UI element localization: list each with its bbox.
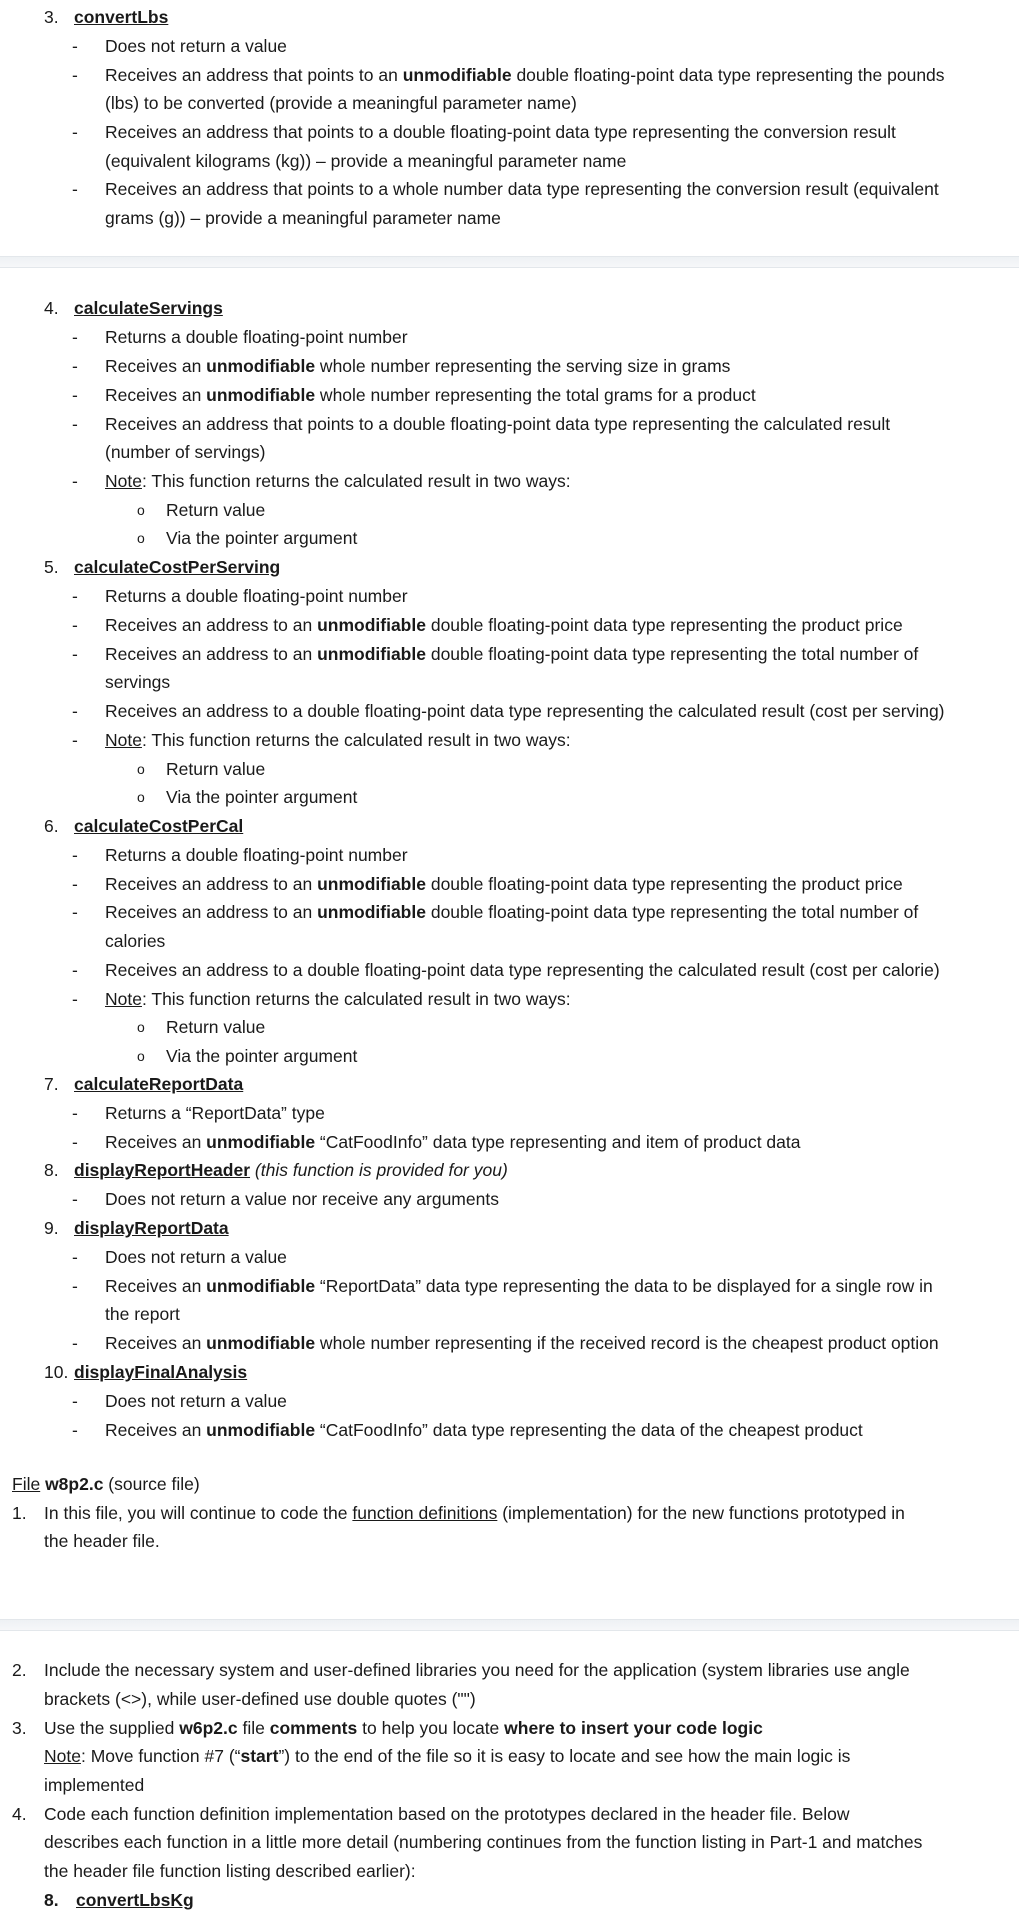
function-heading-calculatecostperserving — [44, 556, 280, 578]
text-span: Receives an — [105, 1276, 207, 1296]
list-item: Receives an address that points to a double floating-point data type representing the conversion result — [105, 122, 896, 142]
text-span: Receives an — [105, 1420, 207, 1440]
bold-text: unmodifiable — [206, 1132, 316, 1152]
list-item-continuation: (lbs) to be converted (provide a meaningful parameter name) — [105, 93, 577, 113]
list-item — [105, 873, 903, 895]
bold-text: w6p2.c — [179, 1718, 238, 1738]
text-span: file — [237, 1718, 270, 1738]
text-span: whole number representing if the received record is the cheapest product option — [315, 1333, 939, 1353]
list-item — [105, 1419, 863, 1441]
list-item: Receives an address that points to a whole number data type representing the conversion result (equivalent — [105, 179, 939, 199]
list-item: Returns a “ReportData” type — [105, 1103, 325, 1123]
text-span: Receives an address to an — [105, 615, 318, 635]
list-item-continuation: (number of servings) — [105, 442, 266, 462]
dash-bullet: - — [72, 414, 78, 434]
function-name: displayFinalAnalysis — [74, 1362, 248, 1382]
dash-bullet: - — [72, 1420, 78, 1440]
text-span: double floating-point data type representing the pounds — [511, 65, 945, 85]
list-item — [105, 643, 918, 665]
circle-bullet-icon: o — [137, 1048, 145, 1064]
bold-text: unmodifiable — [206, 1333, 316, 1353]
text-span: Receives an address to an — [105, 644, 318, 664]
numbered-item-3 — [12, 1717, 763, 1739]
item-number: 1. — [12, 1503, 27, 1523]
file-label: File — [12, 1474, 41, 1494]
list-item — [105, 355, 730, 377]
numbered-item-continuation: describes each function in a little more detail (numbering continues from the function listing in Part-1 and matches — [44, 1832, 923, 1852]
circle-bullet-icon: o — [137, 502, 145, 518]
function-heading-displayfinalanalysis — [44, 1361, 247, 1383]
list-item: Does not return a value — [105, 1391, 287, 1411]
numbered-item-1 — [12, 1502, 905, 1524]
numbered-item-continuation: the header file function listing described earlier): — [44, 1861, 416, 1881]
function-heading-calculatecostpercal — [44, 815, 243, 837]
text-span: Receives an — [105, 356, 207, 376]
list-item-continuation: grams (g)) – provide a meaningful parameter name — [105, 208, 501, 228]
text-span: ”) to the end of the file so it is easy to locate and see how the main logic is — [278, 1746, 851, 1766]
dash-bullet: - — [72, 471, 78, 491]
list-item: Does not return a value nor receive any arguments — [105, 1189, 499, 1209]
text-span: Receives an address to an — [105, 902, 318, 922]
heading-number: 9. — [44, 1218, 59, 1238]
function-heading-convertlbskg — [44, 1889, 194, 1911]
text-span: “CatFoodInfo” data type representing the data of the cheapest product — [315, 1420, 863, 1440]
text-span: : This function returns the calculated result in two ways: — [141, 471, 571, 491]
dash-bullet: - — [72, 327, 78, 347]
bold-text: comments — [269, 1718, 358, 1738]
list-item-continuation: servings — [105, 672, 171, 692]
text-span: Include the necessary system and user-defined libraries you need for the application (system libraries use angle — [44, 1660, 910, 1680]
dash-bullet: - — [72, 1103, 78, 1123]
text-span: : Move function #7 (“ — [80, 1746, 241, 1766]
numbered-item-continuation: brackets (<>), while user-defined use double quotes ("") — [44, 1689, 476, 1709]
sub-list-item: Via the pointer argument — [166, 528, 358, 548]
text-span: double floating-point data type representing the total number of — [425, 902, 919, 922]
function-name: convertLbs — [74, 7, 169, 27]
dash-bullet: - — [72, 1391, 78, 1411]
italic-note: (this function is provided for you) — [250, 1160, 508, 1180]
dash-bullet: - — [72, 65, 78, 85]
dash-bullet: - — [72, 385, 78, 405]
list-item-continuation: the report — [105, 1304, 180, 1324]
file-heading — [12, 1473, 200, 1495]
text-span: Receives an — [105, 385, 207, 405]
sub-list-item: Return value — [166, 1017, 266, 1037]
function-heading-convertlbs — [44, 6, 168, 28]
dash-bullet: - — [72, 356, 78, 376]
sub-list-item: Return value — [166, 500, 266, 520]
list-item: Receives an address that points to a double floating-point data type representing the calculated result — [105, 414, 891, 434]
circle-bullet-icon: o — [137, 1019, 145, 1035]
item-number: 4. — [12, 1804, 27, 1824]
underlined-text: function definitions — [352, 1503, 498, 1523]
function-name: calculateServings — [74, 298, 223, 318]
bold-text: unmodifiable — [206, 1276, 316, 1296]
function-heading-calculateservings — [44, 297, 223, 319]
text-span: Use the supplied — [44, 1718, 180, 1738]
function-heading-calculatereportdata — [44, 1073, 243, 1095]
sub-list-item: Via the pointer argument — [166, 787, 358, 807]
dash-bullet: - — [72, 989, 78, 1009]
list-item-continuation: calories — [105, 931, 166, 951]
heading-number: 7. — [44, 1074, 59, 1094]
list-item: Receives an address to a double floating-point data type representing the calculated result (cost per calorie) — [105, 960, 940, 980]
numbered-item-continuation: the header file. — [44, 1531, 160, 1551]
heading-number: 8. — [44, 1160, 59, 1180]
page-separator — [0, 1619, 1019, 1631]
numbered-item-continuation: implemented — [44, 1775, 145, 1795]
list-item-note — [105, 470, 571, 492]
text-span: “CatFoodInfo” data type representing and item of product data — [315, 1132, 801, 1152]
bold-text: where to insert your code logic — [504, 1718, 763, 1738]
dash-bullet: - — [72, 730, 78, 750]
heading-number: 10. — [44, 1362, 69, 1382]
text-span: : This function returns the calculated result in two ways: — [141, 730, 571, 750]
heading-number: 8. — [44, 1890, 59, 1910]
function-name: displayReportData — [74, 1218, 229, 1238]
dash-bullet: - — [72, 122, 78, 142]
text-span: whole number representing the total grams for a product — [315, 385, 756, 405]
list-item — [105, 384, 756, 406]
bold-text: unmodifiable — [317, 874, 426, 894]
sub-list-item: Return value — [166, 759, 266, 779]
circle-bullet-icon: o — [137, 789, 145, 805]
text-span: Code each function definition implementation based on the prototypes declared in the header file. Below — [44, 1804, 850, 1824]
list-item: Returns a double floating-point number — [105, 327, 408, 347]
file-name: w8p2.c — [40, 1474, 104, 1494]
circle-bullet-icon: o — [137, 761, 145, 777]
list-item: Does not return a value — [105, 36, 287, 56]
bold-text: unmodifiable — [317, 902, 426, 922]
heading-number: 6. — [44, 816, 59, 836]
list-item — [105, 1131, 801, 1153]
bold-text: unmodifiable — [402, 65, 512, 85]
dash-bullet: - — [72, 1247, 78, 1267]
text-span: (implementation) for the new functions prototyped in — [497, 1503, 905, 1523]
list-item: Returns a double floating-point number — [105, 845, 408, 865]
text-span: Receives an address that points to an — [105, 65, 403, 85]
bold-text: unmodifiable — [206, 1420, 316, 1440]
file-description: (source file) — [103, 1474, 200, 1494]
list-item: Receives an address to a double floating-point data type representing the calculated result (cost per serving) — [105, 701, 945, 721]
note-label: Note — [105, 730, 142, 750]
sub-list-item: Via the pointer argument — [166, 1046, 358, 1066]
dash-bullet: - — [72, 845, 78, 865]
text-span: whole number representing the serving size in grams — [315, 356, 731, 376]
list-item-note — [105, 729, 571, 751]
note-label: Note — [105, 471, 142, 491]
note-label: Note — [105, 989, 142, 1009]
list-item: Does not return a value — [105, 1247, 287, 1267]
text-span: Receives an — [105, 1333, 207, 1353]
dash-bullet: - — [72, 615, 78, 635]
text-span: to help you locate — [357, 1718, 505, 1738]
list-item-note — [105, 988, 571, 1010]
list-item — [105, 1332, 939, 1354]
bold-text: unmodifiable — [206, 385, 316, 405]
dash-bullet: - — [72, 644, 78, 664]
page-separator — [0, 256, 1019, 268]
note-label: Note — [44, 1746, 81, 1766]
dash-bullet: - — [72, 1276, 78, 1296]
dash-bullet: - — [72, 902, 78, 922]
function-name: calculateCostPerCal — [74, 816, 244, 836]
function-name: calculateReportData — [74, 1074, 244, 1094]
function-name: calculateCostPerServing — [74, 557, 281, 577]
text-span: “ReportData” data type representing the data to be displayed for a single row in — [315, 1276, 933, 1296]
note-line — [44, 1745, 850, 1767]
function-heading-displayreportdata — [44, 1217, 229, 1239]
dash-bullet: - — [72, 179, 78, 199]
bold-text: unmodifiable — [206, 356, 316, 376]
text-span: : This function returns the calculated result in two ways: — [141, 989, 571, 1009]
bold-text: unmodifiable — [317, 644, 426, 664]
list-item — [105, 901, 918, 923]
heading-number: 5. — [44, 557, 59, 577]
item-number: 3. — [12, 1718, 27, 1738]
list-item — [105, 1275, 933, 1297]
dash-bullet: - — [72, 874, 78, 894]
bold-text: start — [240, 1746, 279, 1766]
function-name: displayReportHeader — [74, 1160, 251, 1180]
numbered-item-2 — [12, 1659, 910, 1681]
text-span: double floating-point data type representing the product price — [425, 615, 903, 635]
item-number: 2. — [12, 1660, 27, 1680]
dash-bullet: - — [72, 586, 78, 606]
function-heading-displayreportheader — [44, 1159, 508, 1181]
function-name: convertLbsKg — [76, 1890, 194, 1910]
dash-bullet: - — [72, 36, 78, 56]
dash-bullet: - — [72, 1132, 78, 1152]
text-span: In this file, you will continue to code the — [44, 1503, 353, 1523]
list-item-continuation: (equivalent kilograms (kg)) – provide a meaningful parameter name — [105, 151, 627, 171]
dash-bullet: - — [72, 960, 78, 980]
dash-bullet: - — [72, 1189, 78, 1209]
circle-bullet-icon: o — [137, 530, 145, 546]
heading-number: 3. — [44, 7, 59, 27]
dash-bullet: - — [72, 1333, 78, 1353]
heading-number: 4. — [44, 298, 59, 318]
text-span: Receives an address to an — [105, 874, 318, 894]
dash-bullet: - — [72, 701, 78, 721]
list-item — [105, 64, 945, 86]
text-span: Receives an — [105, 1132, 207, 1152]
numbered-item-4 — [12, 1803, 850, 1825]
text-span: double floating-point data type representing the total number of — [425, 644, 919, 664]
bold-text: unmodifiable — [317, 615, 426, 635]
list-item: Returns a double floating-point number — [105, 586, 408, 606]
list-item — [105, 614, 903, 636]
text-span: double floating-point data type representing the product price — [425, 874, 903, 894]
